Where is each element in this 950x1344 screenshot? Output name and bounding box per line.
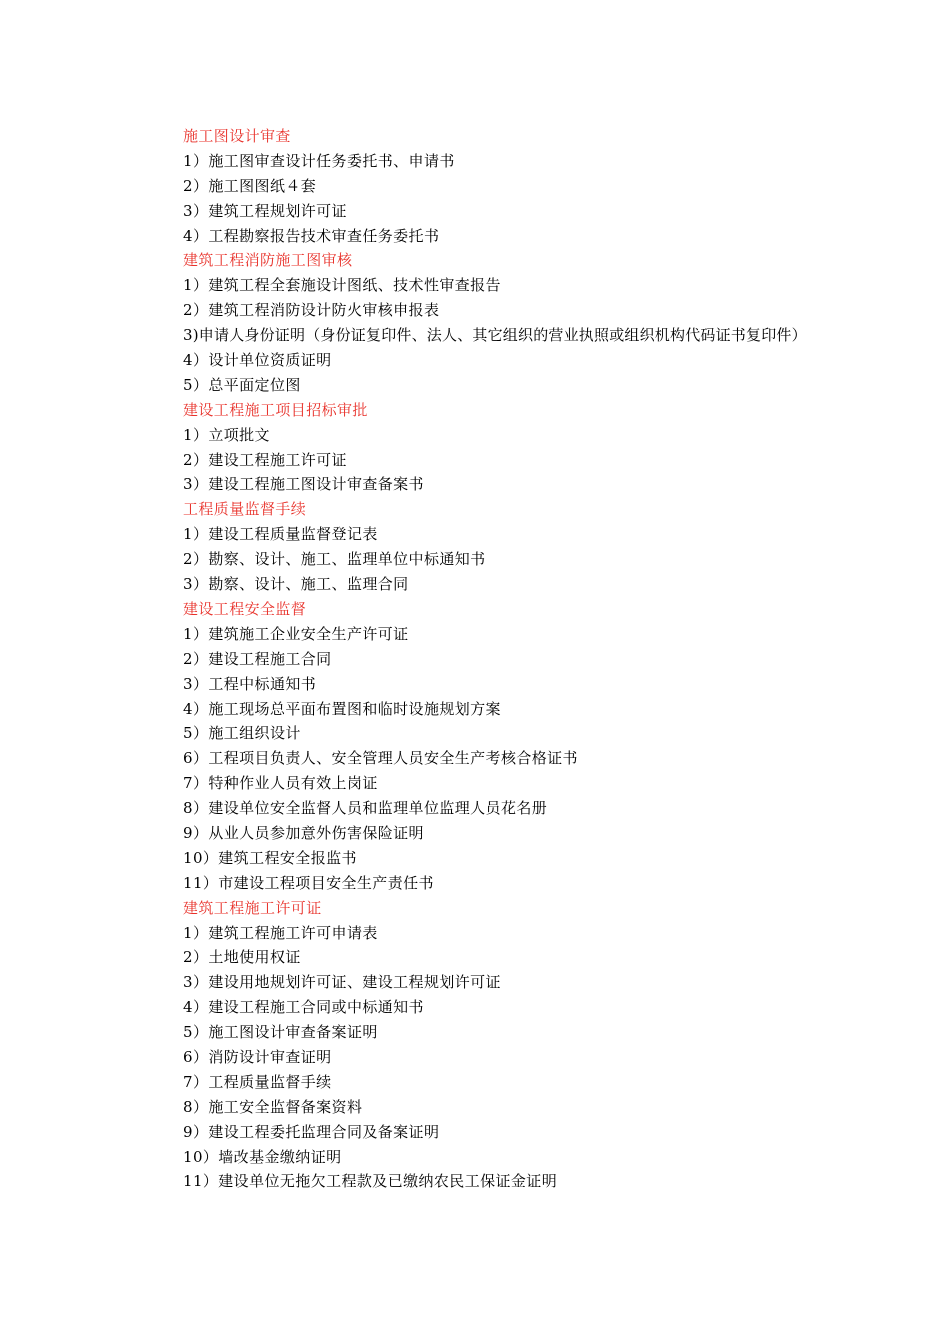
list-item: 1）立项批文 bbox=[183, 425, 270, 444]
list-item: 3)申请人身份证明（身份证复印件、法人、其它组织的营业执照或组织机构代码证书复印件） bbox=[183, 326, 807, 345]
list-item: 5）施工组织设计 bbox=[183, 724, 301, 743]
list-item: 4）建设工程施工合同或中标通知书 bbox=[183, 998, 424, 1017]
list-item: 10）墙改基金缴纳证明 bbox=[183, 1147, 342, 1166]
section-heading: 建筑工程消防施工图审核 bbox=[183, 251, 353, 270]
list-item: 2）建设工程施工许可证 bbox=[183, 450, 347, 469]
list-item: 2）建设工程施工合同 bbox=[183, 649, 332, 668]
list-item: 4）工程勘察报告技术审查任务委托书 bbox=[183, 226, 440, 245]
list-item: 2）施工图图纸４套 bbox=[183, 176, 317, 195]
section-heading: 建设工程施工项目招标审批 bbox=[183, 400, 368, 419]
list-item: 7）特种作业人员有效上岗证 bbox=[183, 774, 378, 793]
section-heading: 施工图设计审查 bbox=[183, 127, 291, 145]
list-item: 3）工程中标通知书 bbox=[183, 674, 317, 693]
list-item: 3）勘察、设计、施工、监理合同 bbox=[183, 575, 409, 594]
list-item: 8）施工安全监督备案资料 bbox=[183, 1097, 363, 1116]
list-item: 6）工程项目负责人、安全管理人员安全生产考核合格证书 bbox=[183, 749, 578, 768]
list-item: 11）建设单位无拖欠工程款及已缴纳农民工保证金证明 bbox=[183, 1172, 558, 1191]
list-item: 4）施工现场总平面布置图和临时设施规划方案 bbox=[183, 699, 501, 718]
list-item: 10）建筑工程安全报监书 bbox=[183, 848, 357, 867]
list-item: 1）施工图审查设计任务委托书、申请书 bbox=[183, 151, 455, 170]
list-item: 7）工程质量监督手续 bbox=[183, 1072, 332, 1091]
list-item: 11）市建设工程项目安全生产责任书 bbox=[183, 873, 434, 892]
document-page bbox=[0, 124, 950, 1194]
list-item: 5）施工图设计审查备案证明 bbox=[183, 1023, 378, 1042]
list-item: 1）建设工程质量监督登记表 bbox=[183, 525, 378, 544]
list-item: 3）建设用地规划许可证、建设工程规划许可证 bbox=[183, 973, 501, 992]
list-item: 8）建设单位安全监督人员和监理单位监理人员花名册 bbox=[183, 799, 548, 818]
list-item: 9）从业人员参加意外伤害保险证明 bbox=[183, 823, 424, 842]
list-item: 6）消防设计审查证明 bbox=[183, 1047, 332, 1066]
list-item: 1）建筑工程全套施设计图纸、技术性审查报告 bbox=[183, 276, 501, 295]
list-item: 9）建设工程委托监理合同及备案证明 bbox=[183, 1122, 440, 1141]
list-item: 1）建筑工程施工许可申请表 bbox=[183, 923, 378, 942]
list-item: 2）土地使用权证 bbox=[183, 948, 301, 967]
list-item: 3）建筑工程规划许可证 bbox=[183, 201, 347, 220]
list-item: 2）建筑工程消防设计防火审核申报表 bbox=[183, 301, 440, 320]
list-item: 1）建筑施工企业安全生产许可证 bbox=[183, 624, 409, 643]
list-item: 2）勘察、设计、施工、监理单位中标通知书 bbox=[183, 550, 486, 569]
list-item: 4）设计单位资质证明 bbox=[183, 351, 332, 370]
list-item: 3）建设工程施工图设计审查备案书 bbox=[183, 475, 424, 494]
list-item: 5）总平面定位图 bbox=[183, 375, 301, 394]
section-heading: 建设工程安全监督 bbox=[183, 599, 307, 618]
section-heading: 建筑工程施工许可证 bbox=[183, 898, 322, 917]
section-heading: 工程质量监督手续 bbox=[183, 500, 307, 519]
